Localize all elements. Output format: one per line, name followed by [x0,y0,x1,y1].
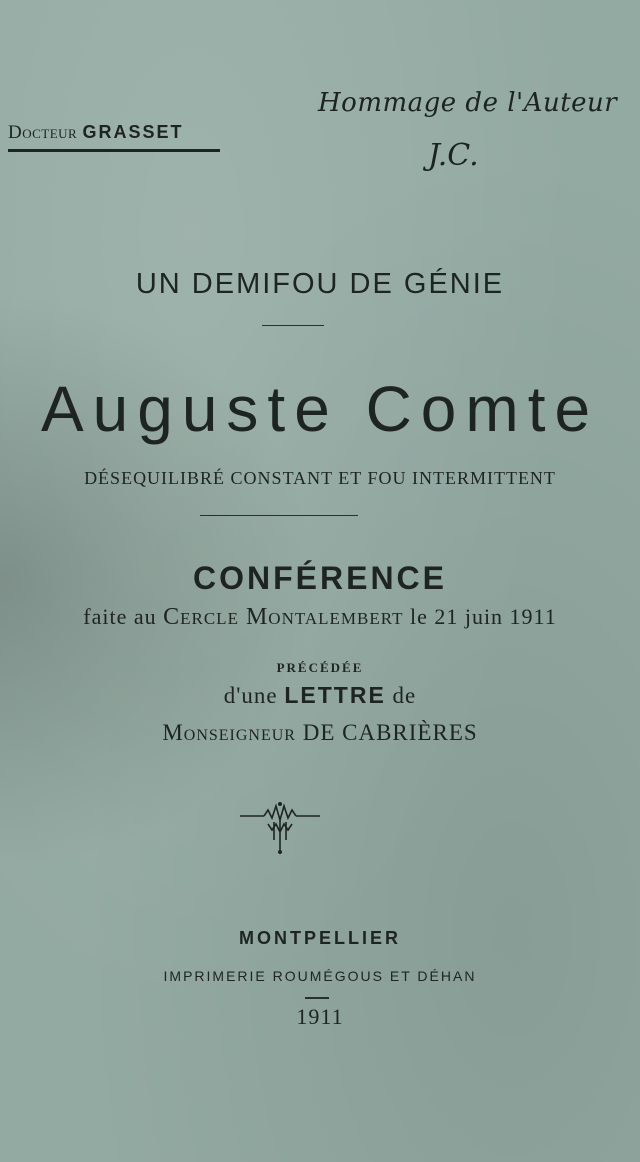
author-title: Docteur [8,122,78,143]
book-subtitle: UN DEMIFOU DE GÉNIE [135,268,505,300]
imprint-printer: IMPRIMERIE ROUMÉGOUS ET DÉHAN [163,968,477,984]
divider-rule [305,997,329,999]
printer-ornament-icon [238,800,322,856]
conference-heading: CONFÉRENCE [192,560,447,596]
bishop-line [0,720,640,746]
author-name: GRASSET [82,122,184,142]
handwritten-dedication: Hommage de l'Auteur [318,88,618,118]
divider-rule [200,515,358,516]
letter-line [0,682,640,709]
venue-name: Cercle Montalembert [163,604,404,630]
handwritten-initials: J.C. [428,138,479,173]
venue-line [0,604,640,631]
letter-prefix: d'une [223,683,278,708]
book-title: Auguste Comte [40,373,600,445]
author-underline [8,149,220,152]
bishop-name: DE CABRIÈRES [302,720,478,745]
venue-prefix: faite au [83,604,157,629]
divider-rule [262,325,324,326]
venue-date: le 21 juin 1911 [409,604,557,629]
preceded-label: PRÉCÉDÉE [276,660,364,675]
bishop-title: Monseigneur [162,720,296,745]
imprint-year: 1911 [296,1004,344,1029]
letter-suffix: de [392,683,417,708]
letter-word: LETTRE [284,682,386,708]
imprint-city: MONTPELLIER [239,928,401,948]
author-line [8,122,184,144]
title-descriptor: DÉSEQUILIBRÉ CONSTANT ET FOU INTERMITTENT [84,468,556,488]
